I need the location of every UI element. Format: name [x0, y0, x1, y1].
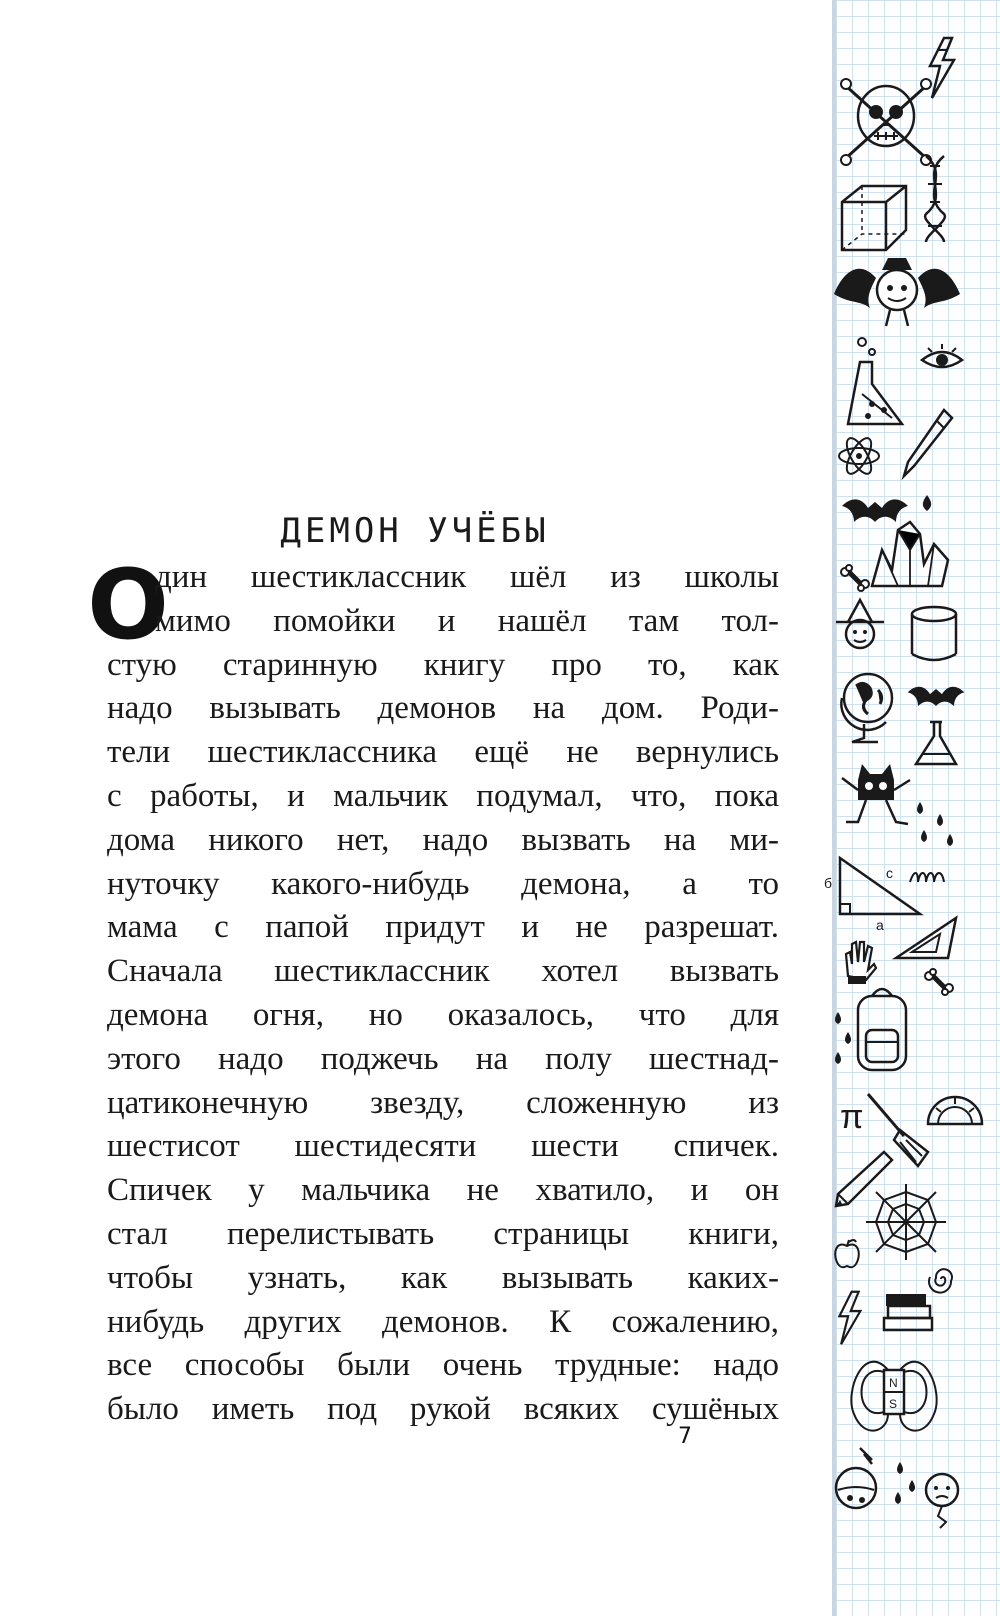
text-line: нуточку какого-нибудь демона, а то	[107, 865, 779, 902]
balloon-face-icon	[920, 1470, 964, 1530]
text-line: Спичек у мальчика не хватило, и он	[107, 1172, 779, 1209]
magnet-label-n: N	[889, 1376, 898, 1390]
eye-icon	[918, 342, 966, 376]
text-line: стал перелистывать страницы книги,	[107, 1215, 779, 1252]
triangle-label-a: а	[876, 917, 884, 933]
text-line: все способы были очень трудные: надо	[107, 1347, 779, 1384]
globe-icon	[834, 666, 900, 746]
text-line: этого надо поджечь на полу шестнад-	[107, 1040, 779, 1077]
backpack-icon	[846, 980, 916, 1076]
text-line: нибудь других демонов. К сожалению,	[107, 1303, 779, 1340]
drop-icon	[920, 494, 934, 512]
atom-icon	[836, 436, 882, 476]
text-line: шестисот шестидесяти шести спичек.	[107, 1128, 779, 1165]
text-line: надо вызывать демонов на дом. Роди-	[107, 690, 779, 727]
drops-icon	[892, 1460, 922, 1510]
text-line: тели шестиклассника ещё не вернулись	[107, 734, 779, 771]
text-line: дин шестиклассник шёл из школы	[155, 559, 779, 595]
books-icon	[880, 1290, 936, 1334]
text-line: стую старинную книгу про то, как	[107, 646, 779, 683]
body-text	[107, 556, 779, 1432]
page-number: 7	[678, 1424, 692, 1449]
dna-icon	[920, 154, 950, 244]
drops-icon	[832, 1010, 856, 1070]
cat-creature-icon	[836, 760, 916, 840]
text-line: было иметь под рукой всяких сушёных	[107, 1391, 779, 1428]
round-flask-icon	[830, 1444, 890, 1514]
lightning-icon	[834, 1290, 864, 1346]
text-line: мама с папой придут и не разрешат.	[107, 909, 779, 946]
text-line: мимо помойки и нашёл там тол-	[155, 602, 779, 639]
crystals-icon	[868, 520, 952, 590]
magnet-label-s: S	[889, 1397, 898, 1411]
doodle-margin	[824, 0, 1000, 1616]
chapter-title: ДЕМОН УЧЁБЫ	[280, 510, 550, 551]
bat-creature-icon	[830, 250, 964, 330]
text-line: Сначала шестиклассник хотел вызвать	[107, 953, 779, 990]
spiderweb-icon	[862, 1182, 950, 1262]
drop-cap: О	[87, 549, 169, 661]
pi-symbol: π	[840, 1098, 864, 1136]
flask-icon	[912, 718, 962, 768]
witch-icon	[832, 598, 888, 654]
bone-icon	[924, 970, 954, 994]
magnet-icon	[844, 1342, 944, 1442]
text-line: чтобы узнать, как вызывать каких-	[107, 1259, 779, 1296]
cylinder-icon	[906, 604, 962, 664]
glove-icon	[838, 936, 878, 986]
bone-icon	[840, 566, 870, 590]
drops-icon	[910, 800, 970, 860]
text-line: дома никого нет, надо вызвать на ми-	[107, 821, 779, 858]
squiggle-icon	[908, 868, 948, 888]
set-square-icon	[892, 914, 962, 964]
text-line: цатиконечную звезду, сложенную из	[107, 1084, 779, 1121]
text-line: с работы, и мальчик подумал, что, пока	[107, 777, 779, 814]
cube-icon	[836, 180, 912, 256]
protractor-icon	[924, 1084, 986, 1128]
triangle-label-b: б	[824, 875, 833, 891]
skull-icon	[838, 74, 934, 166]
bat-icon	[906, 680, 966, 710]
apple-icon	[832, 1238, 862, 1270]
pen-icon	[900, 406, 956, 482]
triangle-label-c: с	[886, 865, 893, 881]
text-line: демона огня, но оказалось, что для	[107, 996, 779, 1033]
